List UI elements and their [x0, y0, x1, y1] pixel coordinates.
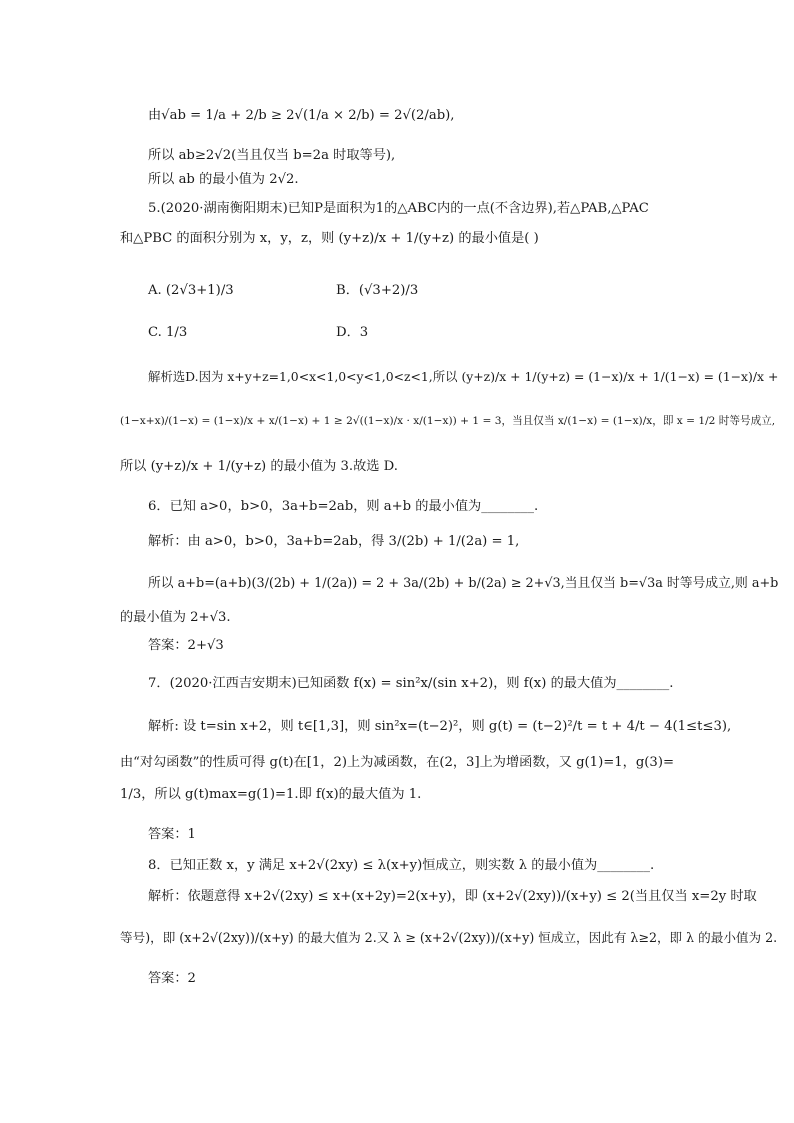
question-6-solution-2: 所以 a+b=(a+b)(3/(2b) + 1/(2a)) = 2 + 3a/(2b) + b/(2a) ≥ 2+√3,当且仅当 b=√3a 时等号成立,则 a+b	[148, 576, 779, 591]
question-6-solution-3: 的最小值为 2+√3.	[120, 610, 231, 625]
question-5-stem: 5.(2020·湖南衡阳期末)已知P是面积为1的△ABC内的一点(不含边界),若△PAB,△PAC	[148, 201, 649, 216]
question-5-solution-3: 所以 (y+z)/x + 1/(y+z) 的最小值为 3.故选 D.	[120, 459, 398, 474]
question-7-solution-2: 由“对勾函数”的性质可得 g(t)在[1，2)上为减函数，在(2，3]上为增函数，又 g(1)=1，g(3)=	[120, 755, 675, 770]
question-6-answer: 答案：2+√3	[148, 638, 224, 653]
text-line-2: 所以 ab≥2√2(当且仅当 b=2a 时取等号),	[148, 148, 396, 163]
question-8-stem: 8．已知正数 x，y 满足 x+2√(2xy) ≤ λ(x+y)恒成立，则实数 λ 的最小值为________.	[148, 858, 655, 873]
question-7-answer: 答案：1	[148, 827, 196, 842]
question-5-solution-1: 解析选D.因为 x+y+z=1,0<x<1,0<y<1,0<z<1,所以 (y+z)/x + 1/(y+z) = (1−x)/x + 1/(1−x) = (1−x)/x +	[148, 369, 779, 384]
option-a: A. (2√3+1)/3	[148, 283, 234, 298]
question-5-solution-2: (1−x+x)/(1−x) = (1−x)/x + x/(1−x) + 1 ≥ 2√((1−x)/x · x/(1−x)) + 1 = 3，当且仅当 x/(1−x) = (1−x)/x，即 x = 1/2 时等号成立,	[120, 415, 776, 427]
option-d: D．3	[336, 325, 369, 340]
question-8-solution-2: 等号)，即 (x+2√(2xy))/(x+y) 的最大值为 2.又 λ ≥ (x+2√(2xy))/(x+y) 恒成立，因此有 λ≥2，即 λ 的最小值为 2.	[120, 930, 778, 945]
option-b: B．(√3+2)/3	[336, 283, 419, 298]
question-6-stem: 6．已知 a>0，b>0，3a+b=2ab，则 a+b 的最小值为________.	[148, 499, 539, 514]
question-5-stem-cont: 和△PBC 的面积分别为 x，y，z，则 (y+z)/x + 1/(y+z) 的最小值是( )	[120, 231, 539, 246]
option-c: C. 1/3	[148, 325, 188, 340]
question-8-answer: 答案：2	[148, 971, 196, 986]
question-8-solution-1: 解析：依题意得 x+2√(2xy) ≤ x+(x+2y)=2(x+y)，即 (x+2√(2xy))/(x+y) ≤ 2(当且仅当 x=2y 时取	[148, 889, 757, 904]
question-6-solution-1: 解析：由 a>0，b>0，3a+b=2ab，得 3/(2b) + 1/(2a) = 1,	[148, 534, 520, 549]
question-7-solution-3: 1/3，所以 g(t)max=g(1)=1.即 f(x)的最大值为 1.	[120, 787, 422, 802]
question-7-solution-1: 解析: 设 t=sin x+2，则 t∈[1,3]，则 sin²x=(t−2)²，则 g(t) = (t−2)²/t = t + 4/t − 4(1≤t≤3),	[148, 719, 732, 734]
text-line-1: 由√ab = 1/a + 2/b ≥ 2√(1/a × 2/b) = 2√(2/ab),	[148, 108, 455, 123]
text-line-3: 所以 ab 的最小值为 2√2.	[148, 172, 299, 187]
question-7-stem: 7．(2020·江西吉安期末)已知函数 f(x) = sin²x/(sin x+2)，则 f(x) 的最大值为________.	[148, 676, 674, 691]
